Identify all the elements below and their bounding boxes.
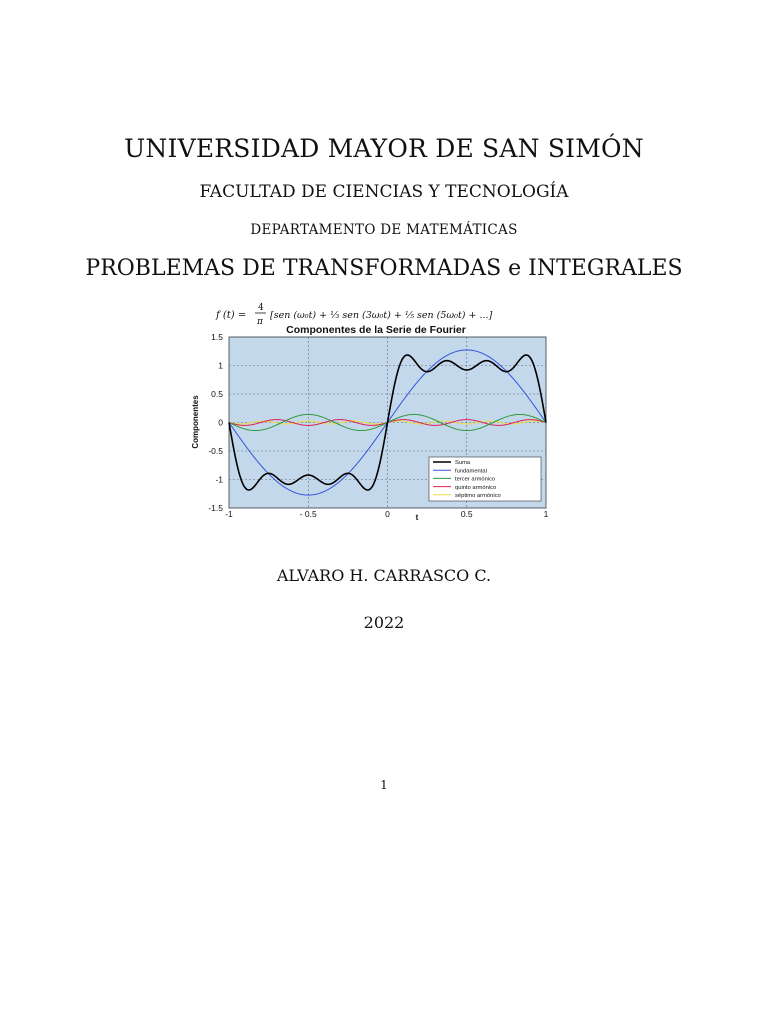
x-tick-label: 0.5 [460,509,473,519]
y-tick-label: 0.5 [211,389,223,399]
legend-label: séptimo armónico [455,493,501,499]
legend-label: tercer armónico [455,476,496,483]
x-tick-labels [225,509,548,519]
university-name: UNIVERSIDAD MAYOR DE SAN SIMÓN [124,134,644,163]
x-tick-label: 0 [385,509,390,519]
y-tick-labels [208,332,223,513]
x-axis-label: t [415,513,419,522]
x-tick-label: -1 [225,509,233,519]
legend-label: Suma [455,460,471,467]
y-tick-label: 1.5 [211,332,223,342]
page-number: 1 [380,778,388,792]
chart-title: Componentes de la Serie de Fourier [286,324,466,336]
formula-bracket: [sen (ω₀t) + ⅓ sen (3ω₀t) + ⅕ sen (5ω₀t) + ...] [270,310,493,321]
y-axis-label: Componentes [191,395,200,449]
y-tick-label: -1.5 [208,503,223,513]
formula-denominator: π [257,317,263,327]
y-tick-label: 1 [218,360,223,371]
legend-label: quinto armónico [455,484,497,491]
chart-legend [429,457,541,501]
formula-numerator: 4 [258,303,264,313]
y-tick-label: 0 [218,417,223,428]
formula-lhs: f (t) = [216,310,247,321]
x-tick-label: 1 [543,509,549,519]
department-name: DEPARTAMENTO DE MATEMÁTICAS [250,222,518,238]
faculty-name: FACULTAD DE CIENCIAS Y TECNOLOGÍA [199,182,569,202]
legend-label: fundamental [455,468,487,475]
author-name: ALVARO H. CARRASCO C. [276,566,492,585]
fourier-chart [188,298,560,526]
document-title: PROBLEMAS DE TRANSFORMADAS e INTEGRALES [85,256,683,281]
x-tick-label: - 0.5 [299,509,317,519]
y-tick-label: -0.5 [208,446,223,456]
y-tick-label: -1 [215,474,223,485]
fourier-figure [188,298,560,526]
publication-year: 2022 [363,613,405,632]
